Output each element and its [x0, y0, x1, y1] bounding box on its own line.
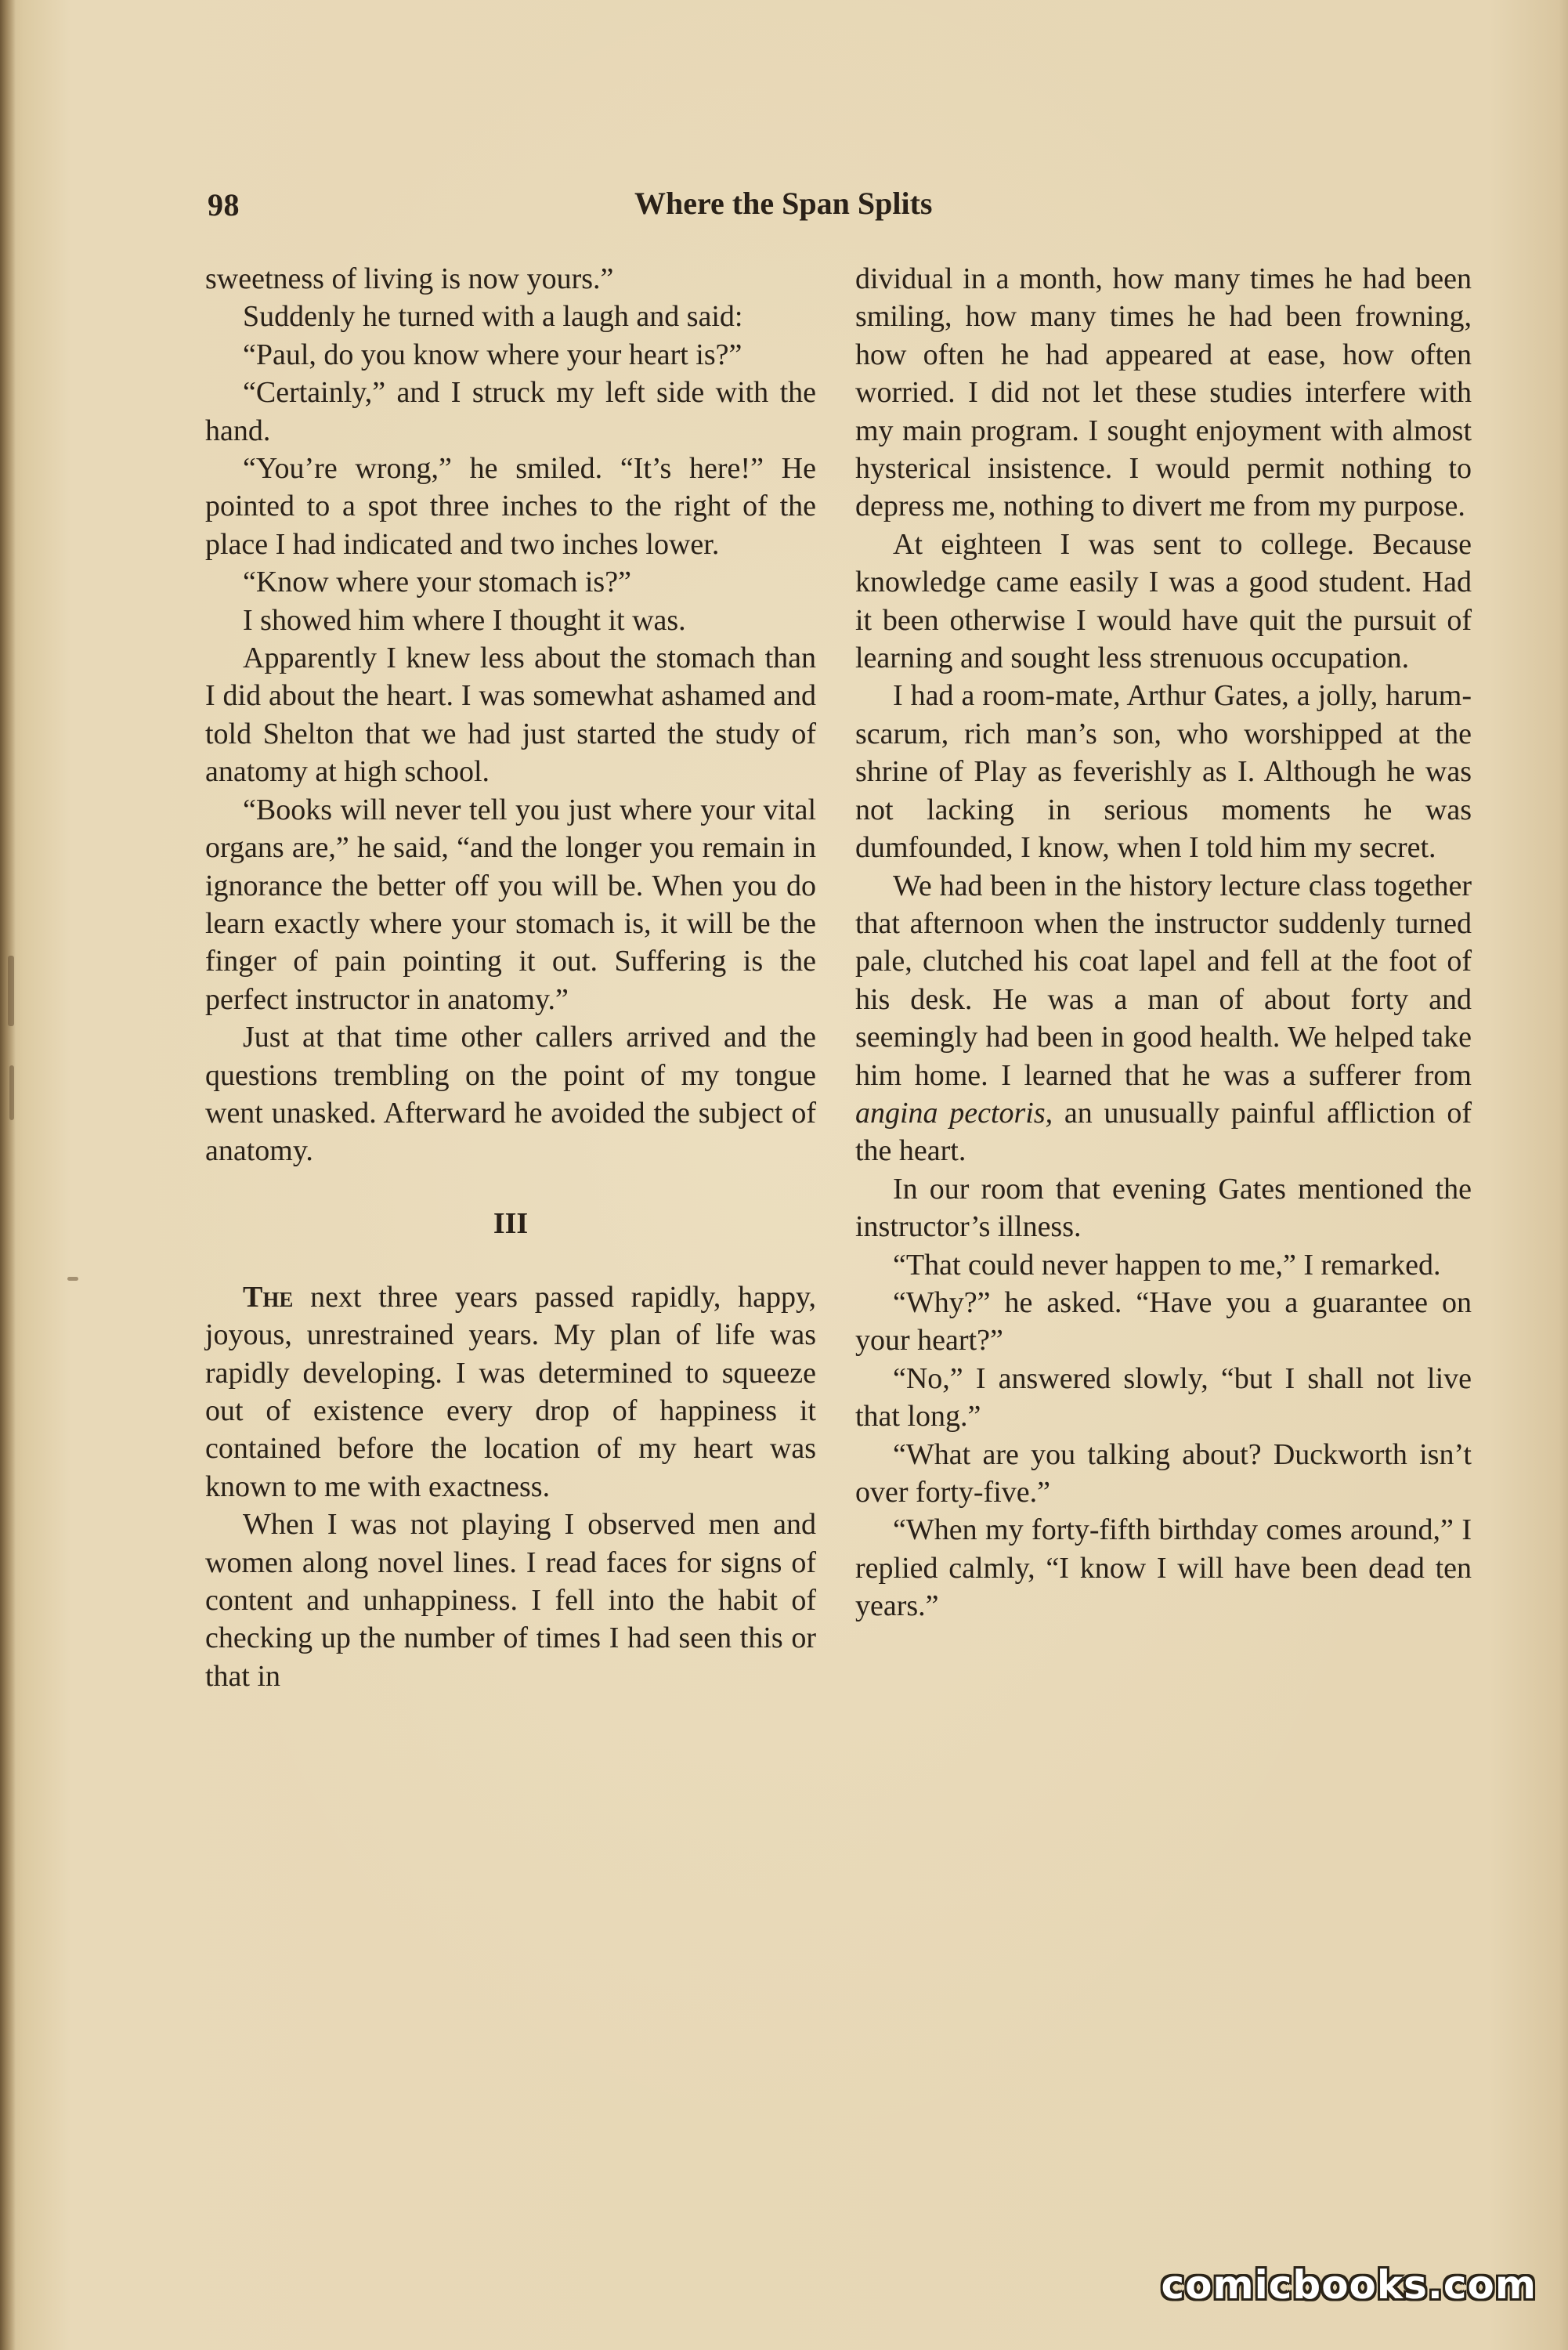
right-text-column — [855, 260, 1472, 1625]
paragraph: When I was not playing I observed men and women along novel lines. I read faces for signs of content and unhappiness. I fell into the habit of checking up the number of times I had seen this or that in — [205, 1508, 816, 1693]
paragraph-text: next three years passed rapidly, happy, joyous, unrestrained years. My plan of life was rapidly developing. I was determined to squeeze out of existence every drop of happiness it contained before the location of my heart was known to me with exactness. — [205, 1280, 816, 1503]
paragraph: Suddenly he turned with a laugh and said: — [243, 300, 743, 334]
paragraph: Apparently I knew less about the stomach than I did about the heart. I was somewhat ashamed and told Shelton that we had just started the study of anatomy at high school. — [205, 642, 816, 789]
paragraph: “Books will never tell you just where your vital organs are,” he said, “and the longer you remain in ignorance the better off you will be. When you do learn exactly where your stomach is, it will be the finger of pain pointing it out. Suffering is the perfect instructor in anatomy.” — [205, 793, 816, 1016]
paragraph: In our room that evening Gates mentioned the instructor’s illness. — [855, 1172, 1472, 1244]
italic-term: angina pectoris, — [855, 1096, 1053, 1130]
binding-edge-shadow — [0, 0, 16, 2350]
paragraph: “What are you talking about? Duckworth isn’t over forty-five.” — [855, 1437, 1472, 1509]
paragraph-text: an unusually painful affliction of the heart. — [855, 1096, 1472, 1168]
paragraph: dividual in a month, how many times he had been smiling, how many times he had been frowning, how often he had appeared at ease, how often worried. I did not let these studies interfere with my main program. I sought enjoyment with almost hysterical insistence. I would permit nothing to depress me, nothing to divert me from my purpose. — [855, 262, 1472, 523]
lead-in-word: The — [243, 1280, 294, 1314]
paragraph — [855, 867, 1472, 1170]
site-watermark: comicbooks.com — [1161, 2262, 1537, 2308]
paragraph: “Certainly,” and I struck my left side with the hand. — [205, 376, 816, 447]
paper-blemish — [67, 1277, 78, 1281]
paper-blemish — [9, 1065, 14, 1120]
paragraph: I had a room-mate, Arthur Gates, a jolly, harum-scarum, rich man’s son, who worshipped at the shrine of Play as feverishly as I. Although he was not lacking in serious moments he was dumfounded, I know, when I told him my secret. — [855, 679, 1472, 865]
left-text-column — [205, 260, 816, 1695]
paragraph: I showed him where I thought it was. — [243, 603, 686, 637]
paragraph: “No,” I answered slowly, “but I shall not live that long.” — [855, 1361, 1472, 1434]
paragraph: “That could never happen to me,” I remarked. — [893, 1248, 1441, 1282]
paragraph: Just at that time other callers arrived and the questions trembling on the point of my tongue went unasked. Afterward he avoided the subject of anatomy. — [205, 1021, 816, 1168]
paragraph: “When my forty-fifth birthday comes around,” I replied calmly, “I know I will have been dead ten years.” — [855, 1513, 1472, 1623]
paragraph-text: We had been in the history lecture class together that afternoon when the instructor suddenly turned pale, clutched his coat lapel and fell at the foot of his desk. He was a man of about forty and seemingly had been in good health. We helped take him home. I learned that he was a sufferer from — [855, 869, 1472, 1092]
running-title: Where the Span Splits — [634, 186, 933, 221]
paragraph: At eighteen I was sent to college. Because knowledge came easily I was a good student. Had it been otherwise I would have quit the pursuit of learning and sought less strenuous occupation. — [855, 527, 1472, 675]
paragraph: “Know where your stomach is?” — [243, 566, 631, 599]
section-heading: III — [493, 1206, 529, 1240]
paper-blemish — [8, 956, 14, 1026]
paragraph — [205, 1278, 816, 1506]
paragraph: “You’re wrong,” he smiled. “It’s here!” He pointed to a spot three inches to the right of the place I had indicated and two inches lower. — [205, 452, 816, 561]
paragraph: “Why?” he asked. “Have you a guarantee on your heart?” — [855, 1285, 1472, 1358]
paragraph: “Paul, do you know where your heart is?” — [243, 338, 742, 371]
page-number: 98 — [208, 187, 240, 222]
paragraph: sweetness of living is now yours.” — [205, 262, 614, 295]
